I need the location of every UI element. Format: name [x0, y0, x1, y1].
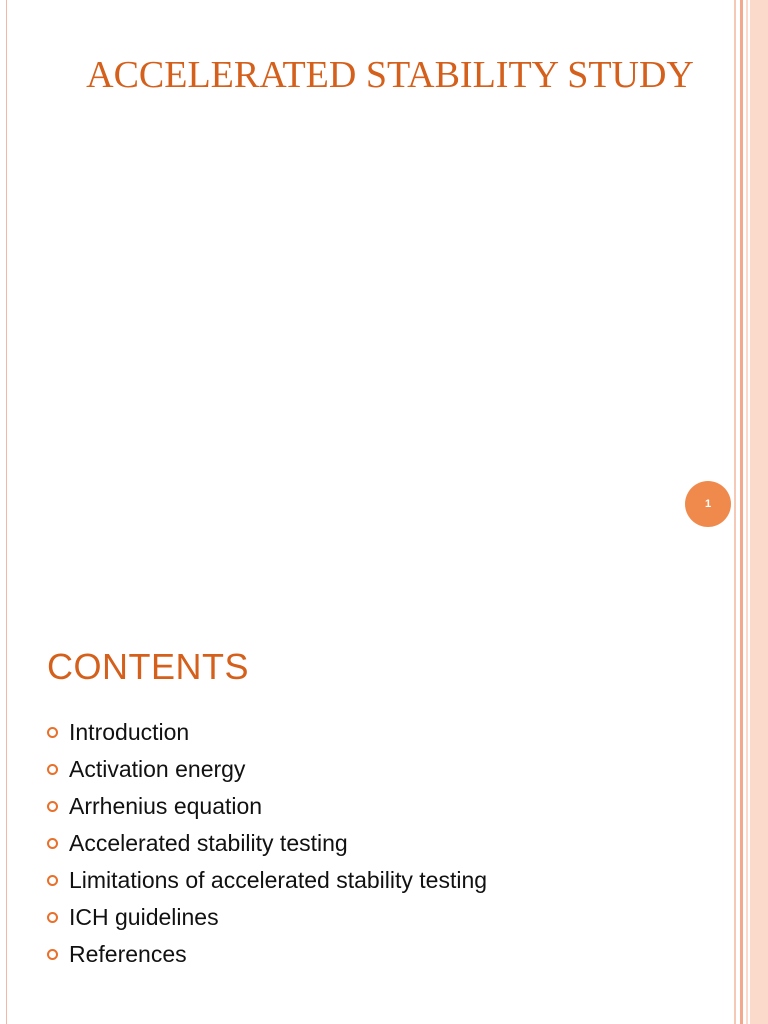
circle-bullet-icon: [47, 727, 58, 738]
circle-bullet-icon: [47, 875, 58, 886]
stripe: [734, 578, 736, 1024]
list-item: [47, 862, 487, 899]
list-item-label: Accelerated stability testing: [69, 830, 348, 856]
list-item-label: ICH guidelines: [69, 904, 219, 930]
right-decorative-band: [734, 578, 768, 1024]
stripe: [740, 578, 743, 1024]
list-item: [47, 825, 487, 862]
stripe: [748, 0, 750, 578]
circle-bullet-icon: [47, 912, 58, 923]
list-item: [47, 714, 487, 751]
contents-heading: CONTENTS: [47, 646, 249, 687]
list-item: [47, 936, 487, 973]
stripe: [740, 0, 743, 578]
list-item: [47, 899, 487, 936]
circle-bullet-icon: [47, 838, 58, 849]
contents-list: [47, 714, 487, 973]
left-border-rule: [6, 578, 7, 1024]
list-item-label: Introduction: [69, 719, 190, 745]
list-item-label: References: [69, 941, 187, 967]
stripe: [734, 0, 736, 578]
left-border-rule: [6, 0, 7, 578]
stripe: [748, 578, 750, 1024]
slide-title: ACCELERATED STABILITY STUDY: [86, 54, 694, 96]
list-item-label: Arrhenius equation: [69, 793, 263, 819]
circle-bullet-icon: [47, 801, 58, 812]
circle-bullet-icon: [47, 949, 58, 960]
circle-bullet-icon: [47, 764, 58, 775]
right-decorative-band: [734, 0, 768, 578]
page-number-badge: 1: [685, 481, 731, 527]
list-item-label: Limitations of accelerated stability testing: [69, 867, 488, 893]
list-item-label: Activation energy: [69, 756, 246, 782]
list-item: [47, 788, 487, 825]
list-item: [47, 751, 487, 788]
contents-slide: [0, 578, 768, 1024]
